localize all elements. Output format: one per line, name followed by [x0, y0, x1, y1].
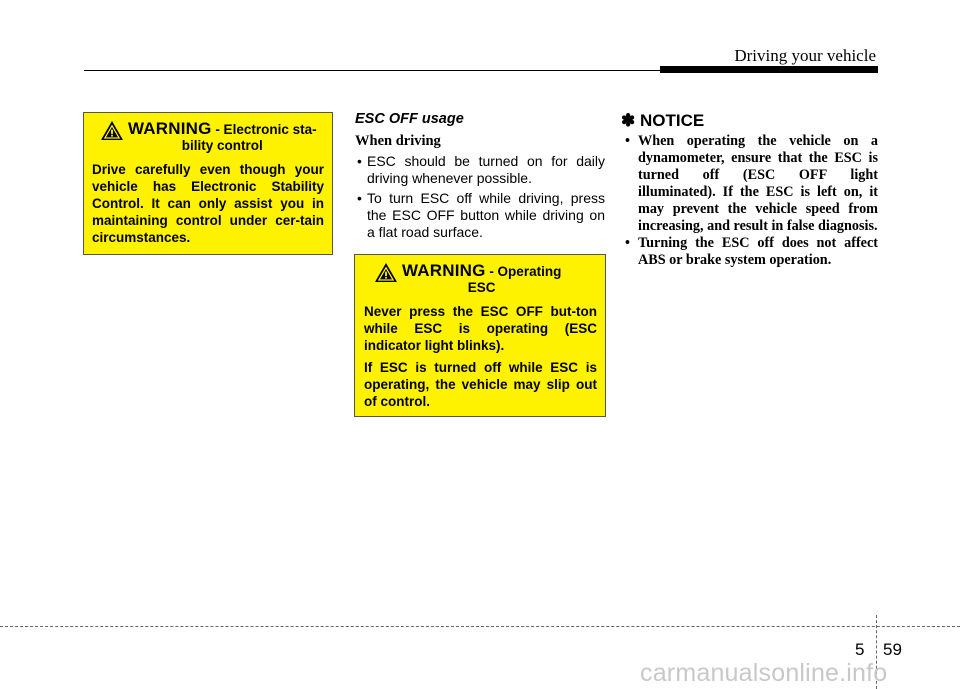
warning-paragraph: If ESC is turned off while ESC is operating, the vehicle may slip out of control.: [364, 360, 597, 409]
header-bar: [660, 66, 878, 73]
warning-topic-line1: - Electronic sta-: [211, 122, 317, 137]
warning-topic-line2: bility control: [181, 138, 263, 153]
footer-rule: [0, 626, 960, 627]
warning-box-stability-control: [83, 112, 333, 255]
notice-list: [621, 133, 878, 269]
list-item: • Turning the ESC off does not affect ABS or brake system operation.: [621, 235, 878, 269]
chapter-number: 5: [855, 640, 865, 659]
warning-triangle-icon: [374, 262, 398, 283]
notice-title: ✽ NOTICE: [621, 111, 705, 130]
section-title-esc-off: ESC OFF usage: [355, 111, 464, 127]
header-rule: [84, 70, 660, 71]
watermark: carmanualsonline.info: [640, 659, 888, 687]
warning-body: [364, 303, 597, 410]
page-number: 59: [883, 640, 902, 659]
sub-heading-when-driving: When driving: [355, 133, 441, 149]
warning-word: WARNING: [402, 261, 486, 280]
list-item: • To turn ESC off while driving, press the ESC OFF button while driving on a flat road surface.: [355, 190, 605, 241]
warning-heading: [402, 263, 561, 296]
list-item: • ESC should be turned on for daily driving whenever possible.: [355, 153, 605, 187]
warning-header: [374, 263, 597, 296]
warning-body: Drive carefully even though your vehicle has Electronic Stability Control. It can only assist you in maintaining control under cer-tain circumstances.: [92, 162, 324, 245]
warning-paragraph: Never press the ESC OFF but-ton while ESC is operating (ESC indicator light blinks).: [364, 304, 597, 353]
warning-topic-line1: - Operating: [485, 264, 562, 279]
warning-topic-line2: ESC: [467, 280, 496, 295]
warning-triangle-icon: [100, 120, 124, 141]
warning-heading: [128, 121, 317, 154]
esc-off-bullet-list: [355, 153, 605, 244]
list-item: • When operating the vehicle on a dynamometer, ensure that the ESC is turned off (ESC OFF light illuminated). If the ESC is left on, it may prevent the vehicle speed from increasing, and result in false diagnosis.: [621, 133, 878, 235]
page-header-title: Driving your vehicle: [734, 46, 876, 65]
warning-header: [100, 121, 324, 154]
warning-box-operating-esc: [354, 254, 606, 417]
warning-word: WARNING: [128, 119, 212, 138]
